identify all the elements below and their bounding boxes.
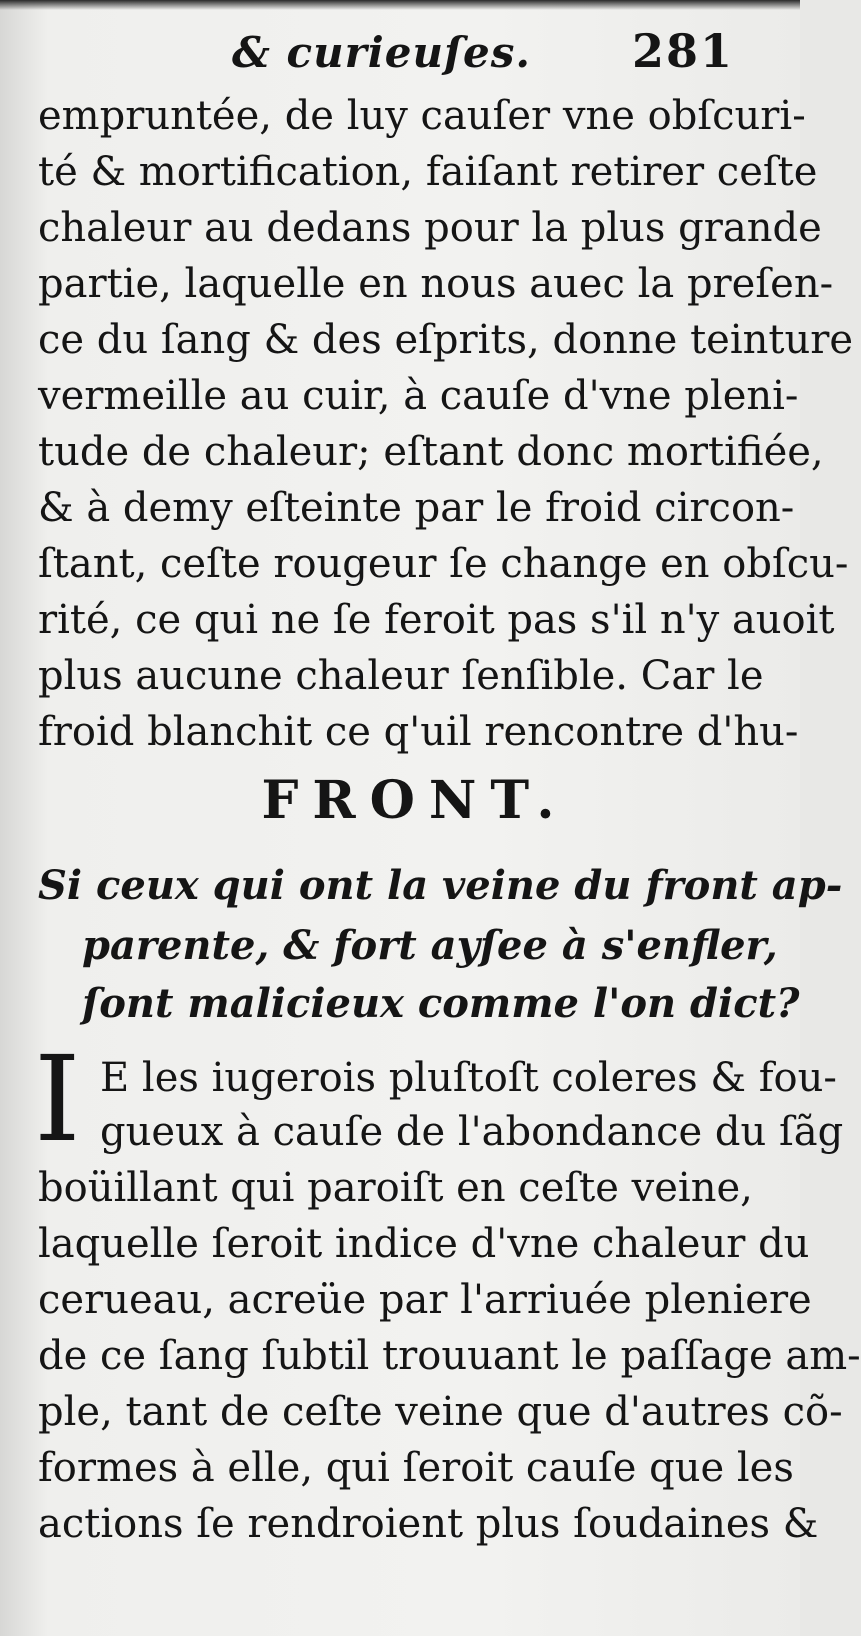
text-line: & à demy eſteinte par le froid circon- — [38, 485, 795, 531]
text-line: gueux à cauſe de l'abondance du ſãg — [100, 1109, 844, 1155]
text-line: actions ſe rendroient plus ſoudaines & — [38, 1501, 819, 1547]
text-line: cerueau, acreüe par l'arriuée pleniere — [38, 1277, 812, 1323]
text-line: boüillant qui paroiſt en ceſte veine, — [38, 1165, 753, 1211]
section-heading: FRONT. — [261, 770, 569, 831]
text-line: formes à elle, qui ſeroit cauſe que les — [38, 1445, 794, 1491]
text-line: té & mortification, faiſant retirer ceſte — [38, 149, 818, 195]
text-line: ple, tant de ceſte veine que d'autres cõ- — [38, 1389, 843, 1435]
text-line: ſtant, ceſte rougeur ſe change en obſcu- — [38, 541, 849, 587]
page-number: 281 — [632, 24, 735, 78]
text-line: de ce ſang ſubtil trouuant le paſſage am- — [38, 1333, 861, 1379]
text-line: E les iugerois pluſtoſt coleres & fou- — [100, 1055, 837, 1101]
text-line: vermeille au cuir, à cauſe d'vne pleni- — [38, 373, 799, 419]
drop-cap: I — [34, 1030, 81, 1168]
text-line: tude de chaleur; eſtant donc mortifiée, — [38, 429, 824, 475]
question-line: ſont malicieux comme l'on dict? — [82, 980, 800, 1027]
text-line: laquelle ſeroit indice d'vne chaleur du — [38, 1221, 810, 1267]
text-line: ce du ſang & des eſprits, donne teinture — [38, 317, 853, 363]
text-line: rité, ce qui ne ſe feroit pas s'il n'y auoit — [38, 597, 835, 643]
text-line: chaleur au dedans pour la plus grande — [38, 205, 822, 251]
text-line: froid blanchit ce q'uil rencontre d'hu- — [38, 709, 799, 755]
text-line: plus aucune chaleur ſenſible. Car le — [38, 653, 764, 699]
running-title: & curieuſes. — [232, 28, 532, 77]
question-line: Si ceux qui ont la veine du front ap- — [38, 862, 843, 909]
text-line: empruntée, de luy cauſer vne obſcuri- — [38, 93, 806, 139]
text-line: partie, laquelle en nous auec la preſen- — [38, 261, 834, 307]
question-line: parente, & fort ayſee à s'enfler, — [82, 922, 778, 969]
page-header — [0, 14, 800, 84]
page-edge-shadow — [0, 0, 800, 10]
